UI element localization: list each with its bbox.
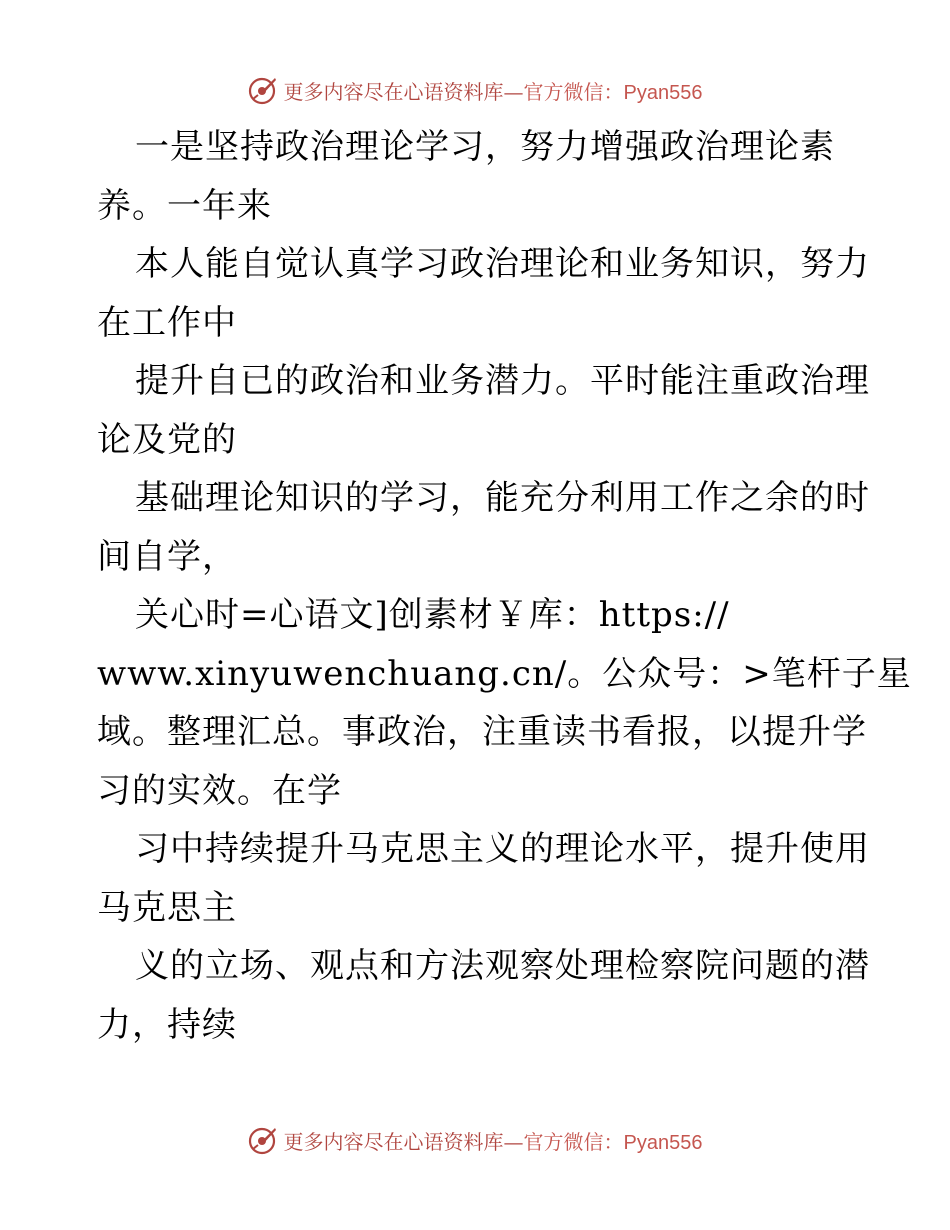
text-line: 基础理论知识的学习，能充分利用工作之余的时 (135, 478, 870, 518)
text-line: 一是坚持政治理论学习，努力增强政治理论素 (135, 127, 835, 167)
banner-text (284, 1126, 703, 1155)
text-line: 习的实效。在学 (97, 770, 342, 811)
header-banner (0, 72, 950, 108)
document-body (97, 118, 912, 1054)
banner-wechat: 官方微信：Pyan556 (523, 81, 703, 104)
banner-wechat: 官方微信：Pyan556 (523, 1131, 703, 1154)
footer-banner (0, 1122, 950, 1158)
banner-site-name: 更多内容尽在心语资料库 (283, 1129, 504, 1154)
banner-separator: — (503, 1129, 524, 1154)
text-line: 马克思主 (97, 887, 237, 928)
text-line: 养。一年来 (97, 185, 272, 226)
quill-logo-icon (248, 1125, 278, 1155)
text-line: 间自学， (97, 536, 237, 577)
text-line: 力，持续 (97, 1004, 237, 1045)
text-line: 本人能自觉认真学习政治理论和业务知识，努力 (135, 244, 870, 284)
text-line: 习中持续提升马克思主义的理论水平，提升使用 (135, 829, 870, 869)
text-line: 在工作中 (97, 302, 237, 343)
text-line: www.xinyuwenchuang.cn/。公众号：>笔杆子星 (97, 653, 912, 694)
text-line: 提升自已的政治和业务潜力。平时能注重政治理 (135, 361, 870, 401)
text-line: 域。整理汇总。事政治，注重读书看报，以提升学 (97, 712, 867, 752)
banner-site-name: 更多内容尽在心语资料库 (283, 79, 504, 104)
text-line: 论及党的 (97, 419, 237, 460)
text-line: 关心时=心语文]创素材￥库：https:// (135, 595, 730, 635)
banner-separator: — (503, 79, 524, 104)
banner-text (284, 76, 703, 105)
text-line: 义的立场、观点和方法观察处理检察院问题的潜 (135, 946, 870, 986)
quill-logo-icon (248, 75, 278, 105)
